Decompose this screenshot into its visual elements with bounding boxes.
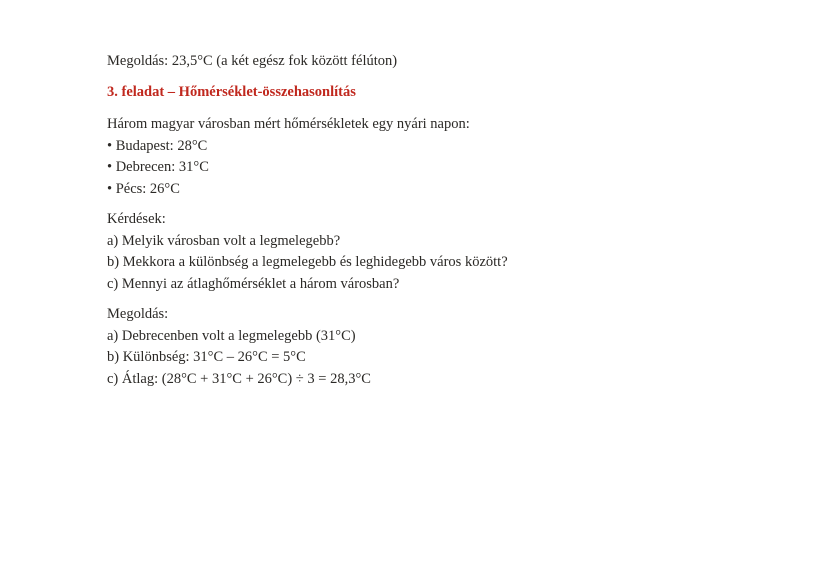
list-item-debrecen: • Debrecen: 31°C [107, 159, 209, 175]
task-heading: 3. feladat – Hőmérséklet-összehasonlítás [107, 83, 356, 100]
solution-b: b) Különbség: 31°C – 26°C = 5°C [107, 349, 306, 365]
solutions-block [107, 304, 768, 390]
solution-a: a) Debrecenben volt a legmelegebb (31°C) [107, 327, 356, 344]
question-b: b) Mekkora a különbség a legmelegebb és leghidegebb város között? [107, 254, 508, 270]
list-item-pecs: • Pécs: 26°C [107, 180, 180, 197]
list-item-budapest: • Budapest: 28°C [107, 137, 208, 154]
temperature-list-block [107, 114, 768, 200]
questions-label: Kérdések: [107, 211, 166, 227]
solution-c: c) Átlag: (28°C + 31°C + 26°C) ÷ 3 = 28,3°C [107, 370, 371, 387]
questions-block [107, 209, 768, 295]
question-a: a) Melyik városban volt a legmelegebb? [107, 232, 341, 249]
solution-label: Megoldás: [107, 306, 169, 322]
previous-solution-line: Megoldás: 23,5°C (a két egész fok között félúton) [107, 53, 398, 69]
question-c: c) Mennyi az átlaghőmérséklet a három városban? [107, 275, 400, 292]
intro-line: Három magyar városban mért hőmérsékletek egy nyári napon: [107, 116, 470, 132]
